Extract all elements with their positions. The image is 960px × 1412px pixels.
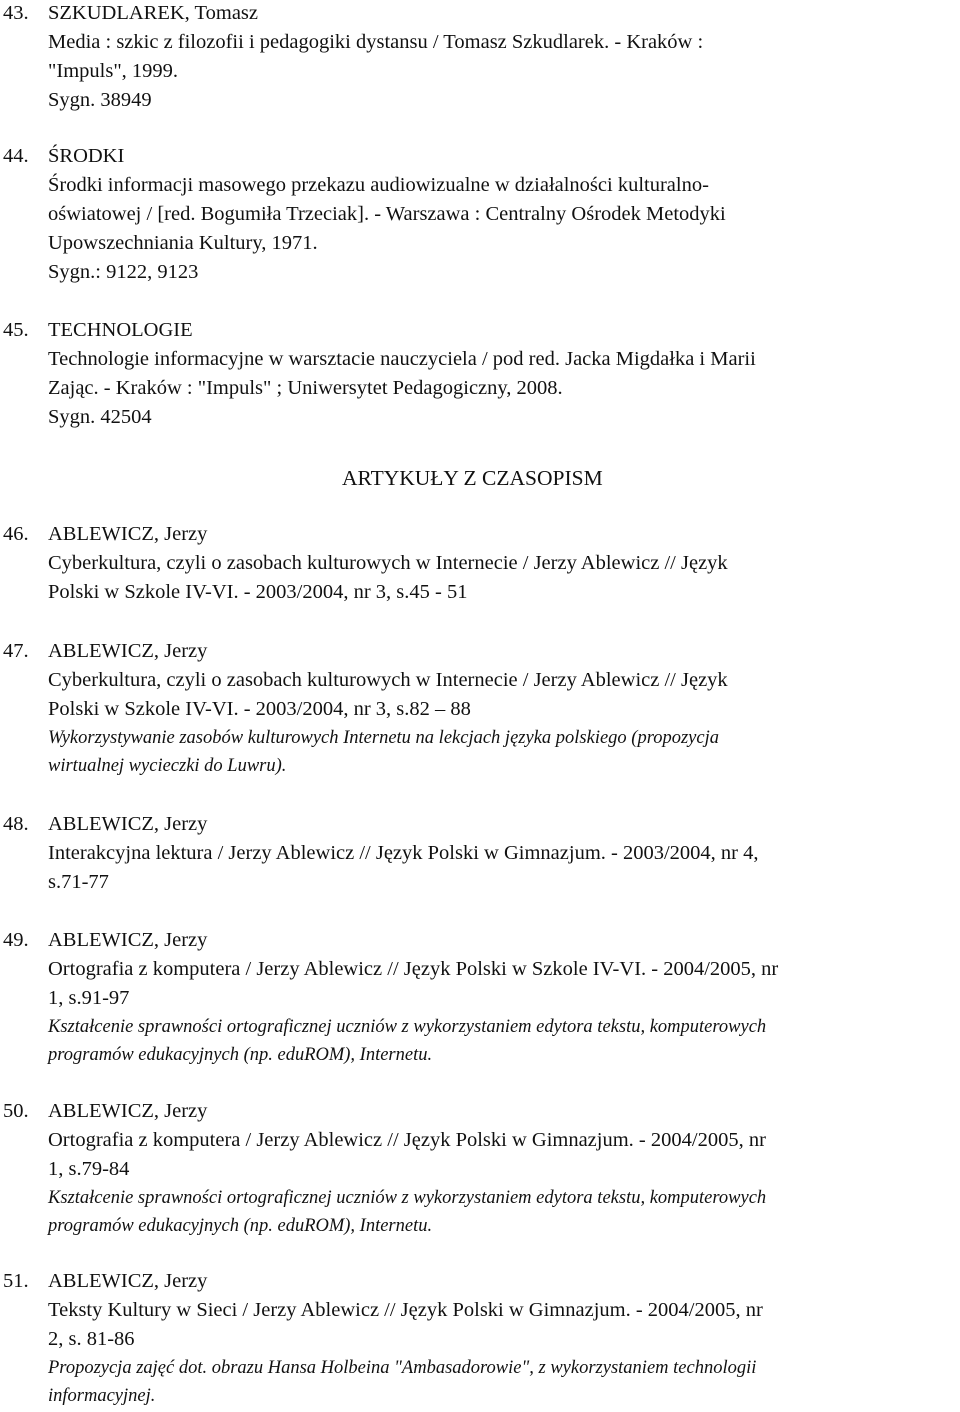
entry-number: 50. <box>3 1100 29 1122</box>
entry-author: ABLEWICZ, Jerzy <box>48 929 208 951</box>
entry-publication-line: Polski w Szkole IV-VI. - 2003/2004, nr 3, s.45 - 51 <box>48 581 468 603</box>
entry-annotation: Propozycja zajęć dot. obrazu Hansa Holbeina "Ambasadorowie", z wykorzystaniem technologii <box>48 1358 757 1378</box>
entry-author: ABLEWICZ, Jerzy <box>48 640 208 662</box>
entry-body <box>48 142 958 287</box>
entry-title-line: Ortografia z komputera / Jerzy Ablewicz // Język Polski w Szkole IV-VI. - 2004/2005, nr <box>48 958 779 980</box>
entry-annotation: programów edukacyjnych (np. eduROM), Internetu. <box>48 1216 433 1236</box>
entry-title-line: Cyberkultura, czyli o zasobach kulturowych w Internecie / Jerzy Ablewicz // Język <box>48 552 728 574</box>
entry-annotation: Wykorzystywanie zasobów kulturowych Internetu na lekcjach języka polskiego (propozycja <box>48 728 719 748</box>
entry-body <box>48 316 958 432</box>
entry-annotation: programów edukacyjnych (np. eduROM), Internetu. <box>48 1045 433 1065</box>
entry-body <box>48 1267 958 1410</box>
entry-author: ŚRODKI <box>48 145 125 167</box>
entry-author: ABLEWICZ, Jerzy <box>48 1100 208 1122</box>
entry-number: 46. <box>3 523 29 545</box>
entry-publication-line: 1, s.79-84 <box>48 1158 130 1180</box>
entry-annotation: informacyjnej. <box>48 1386 156 1406</box>
entry-publication-line: Upowszechniania Kultury, 1971. <box>48 232 318 254</box>
entry-number: 44. <box>3 145 29 167</box>
entry-title-line: oświatowej / [red. Bogumiła Trzeciak]. - Warszawa : Centralny Ośrodek Metodyki <box>48 203 726 225</box>
entry-number: 47. <box>3 640 29 662</box>
entry-annotation: Kształcenie sprawności ortograficznej uczniów z wykorzystaniem edytora tekstu, komputerowych <box>48 1188 767 1208</box>
entry-title-line: Cyberkultura, czyli o zasobach kulturowych w Internecie / Jerzy Ablewicz // Język <box>48 669 728 691</box>
entry-author: SZKUDLAREK, Tomasz <box>48 2 259 24</box>
entry-title-line: Ortografia z komputera / Jerzy Ablewicz // Język Polski w Gimnazjum. - 2004/2005, nr <box>48 1129 766 1151</box>
entry-body <box>48 0 958 115</box>
entry-title-line: Media : szkic z filozofii i pedagogiki dystansu / Tomasz Szkudlarek. - Kraków : <box>48 31 704 53</box>
entry-publication-line: 1, s.91-97 <box>48 987 130 1009</box>
entry-annotation: wirtualnej wycieczki do Luwru). <box>48 756 287 776</box>
entry-body <box>48 926 958 1069</box>
entry-annotation: Kształcenie sprawności ortograficznej uczniów z wykorzystaniem edytora tekstu, komputerowych <box>48 1017 767 1037</box>
entry-body <box>48 1097 958 1240</box>
section-heading: ARTYKUŁY Z CZASOPISM <box>342 466 603 490</box>
entry-signature: Sygn. 42504 <box>48 406 152 428</box>
entry-body <box>48 810 958 897</box>
entry-author: ABLEWICZ, Jerzy <box>48 1270 208 1292</box>
entry-publication-line: "Impuls", 1999. <box>48 60 179 82</box>
entry-number: 45. <box>3 319 29 341</box>
entry-author: TECHNOLOGIE <box>48 319 193 341</box>
entry-number: 43. <box>3 2 29 24</box>
entry-publication-line: Zając. - Kraków : "Impuls" ; Uniwersytet Pedagogiczny, 2008. <box>48 377 563 399</box>
entry-signature: Sygn.: 9122, 9123 <box>48 261 199 283</box>
entry-number: 49. <box>3 929 29 951</box>
entry-body <box>48 520 958 607</box>
entry-number: 51. <box>3 1270 29 1292</box>
entry-publication-line: 2, s. 81-86 <box>48 1328 135 1350</box>
entry-author: ABLEWICZ, Jerzy <box>48 523 208 545</box>
entry-number: 48. <box>3 813 29 835</box>
entry-title-line: Technologie informacyjne w warsztacie nauczyciela / pod red. Jacka Migdałka i Marii <box>48 348 756 370</box>
entry-signature: Sygn. 38949 <box>48 89 152 111</box>
entry-title-line: Teksty Kultury w Sieci / Jerzy Ablewicz // Język Polski w Gimnazjum. - 2004/2005, nr <box>48 1299 763 1321</box>
entry-publication-line: s.71-77 <box>48 871 109 893</box>
entry-author: ABLEWICZ, Jerzy <box>48 813 208 835</box>
entry-title-line: Środki informacji masowego przekazu audiowizualne w działalności kulturalno- <box>48 174 709 196</box>
entry-title-line: Interakcyjna lektura / Jerzy Ablewicz // Język Polski w Gimnazjum. - 2003/2004, nr 4, <box>48 842 759 864</box>
entry-publication-line: Polski w Szkole IV-VI. - 2003/2004, nr 3, s.82 – 88 <box>48 698 471 720</box>
entry-body <box>48 637 958 780</box>
